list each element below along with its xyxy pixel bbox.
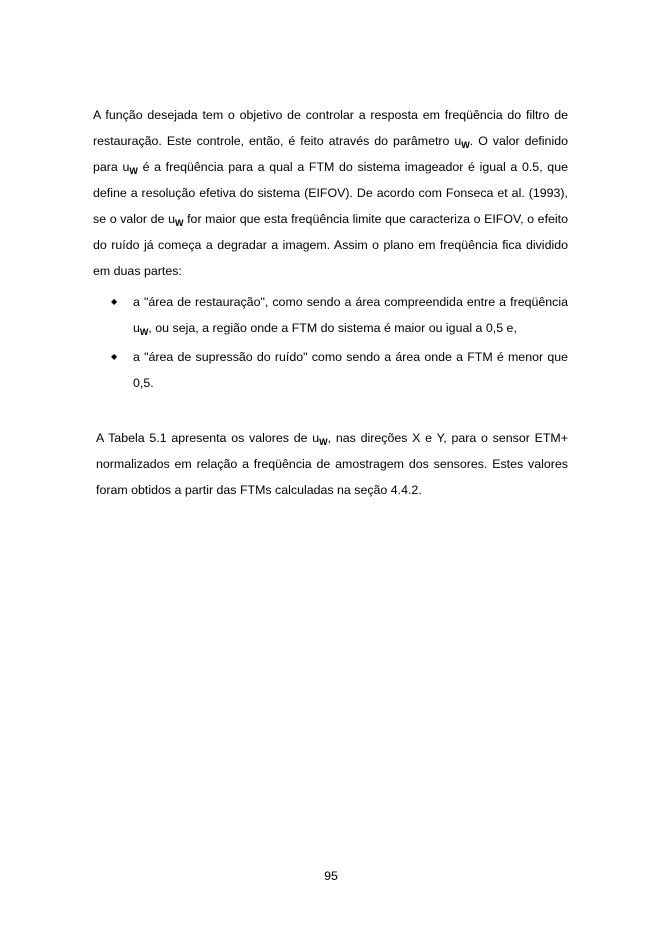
paragraph-text: , nas direções X e Y, para o sensor ETM+ normalizados em relação a freqüência de amostragem dos sensores. Estes valores foram obtidos a partir das FTMs calculadas na seção 4.4.2. [96, 431, 568, 497]
bullet-list [111, 289, 568, 399]
paragraph-text: for maior que esta freqüência limite que caracteriza o EIFOV, o efeito do ruído já começa a degradar a imagem. Assim o plano em freqüência fica dividido em duas partes: [93, 212, 568, 278]
diamond-bullet-icon [111, 289, 117, 315]
paragraph-text: . O valor definido para [93, 134, 568, 174]
diamond-bullet-icon [111, 344, 117, 370]
uw-symbol: $u_W$ [168, 212, 184, 228]
list-item [111, 344, 568, 396]
paragraph-table-reference [96, 425, 568, 503]
bullet-text: a "área de supressão do ruído" como sendo a área onde a FTM é menor que 0,5. [133, 350, 568, 390]
paragraph-restoration-filter [93, 102, 568, 284]
bullet-text: , ou seja, a região onde a FTM do sistema é maior ou igual a 0,5 e, [148, 321, 517, 335]
uw-symbol: $u_W$ [133, 321, 149, 337]
uw-symbol: $u_W$ [454, 134, 470, 150]
list-item [111, 289, 568, 341]
paragraph-text: A função desejada tem o objetivo de controlar a resposta em freqüência do filtro de restauração. Este controle, então, é feito através do parâmetro [93, 108, 568, 148]
uw-symbol: $u_W$ [312, 431, 328, 447]
page-number: 95 [324, 869, 338, 883]
paragraph-text: é a freqüência para a qual a FTM do sistema imageador é igual a 0.5, que define a resolução efetiva do sistema (EIFOV). De acordo com Fonseca et al. (1993), se o valor de [93, 160, 568, 226]
bullet-text: a "área de restauração", como sendo a área compreendida entre a freqüência [133, 295, 568, 309]
uw-symbol: $u_W$ [122, 160, 138, 176]
paragraph-text: A Tabela 5.1 apresenta os valores de [96, 431, 308, 445]
